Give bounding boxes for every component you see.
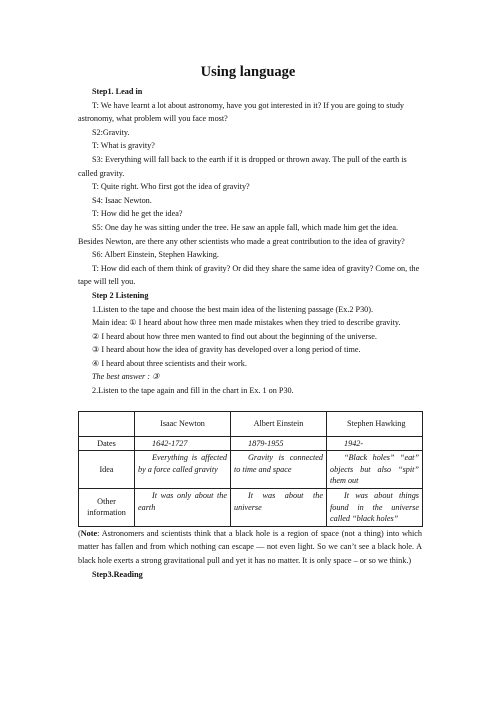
listening-task-1: 1.Listen to the tape and choose the best main idea of the listening passage (Ex.2 P30). [92, 304, 374, 314]
table-cell: “Black holes” “eat” objects but also “spit” them out [327, 451, 423, 489]
row-label: Dates [79, 436, 135, 451]
table-row [79, 489, 423, 527]
page-title: Using language [200, 64, 296, 80]
step3-heading: Step3.Reading [92, 569, 143, 579]
table-cell: 1642-1727 [135, 436, 231, 451]
table-cell: 1942- [327, 436, 423, 451]
table-cell: It was about the universe [231, 489, 327, 527]
main-idea-option: ④ I heard about three scientists and their work. [92, 358, 247, 368]
table-row [79, 451, 423, 489]
table-cell: 1879-1955 [231, 436, 327, 451]
table-header-cell [79, 411, 135, 436]
main-idea-option: ② I heard about how three men wanted to find out about the beginning of the universe. [92, 331, 377, 341]
note-label: Note [80, 528, 98, 538]
scientists-chart [78, 411, 423, 527]
best-answer: The best answer : ③ [92, 372, 160, 382]
table-cell: Everything is affected by a force called gravity [135, 451, 231, 489]
dialogue-line: S2:Gravity. [92, 127, 130, 137]
dialogue-line: S5: One day he was sitting under the tree. He saw an apple fall, which made him get the idea. Besides Newton, are there any other scientists who made a great contribution to the idea of gravity? [78, 222, 405, 246]
dialogue-line: T: Quite right. Who first got the idea of gravity? [92, 182, 250, 192]
dialogue-line: T: How did each of them think of gravity? Or did they share the same idea of gravity? Come on, the tape will tell you. [78, 263, 420, 287]
row-label: Other information [79, 489, 135, 527]
step1-heading: Step1. Lead in [92, 87, 143, 96]
black-hole-note: (Note: Astronomers and scientists think that a black hole is a region of space (not a thing) into which matter has fallen and from which nothing can escape — not even light. So we can’t see a black hole. A black hole exerts a strong gravitational pull and yet it has no matter. It is only space – or so we think.) [78, 528, 422, 565]
listening-task-2: 2.Listen to the tape again and fill in the chart in Ex. 1 on P30. [92, 386, 294, 396]
table-row [79, 436, 423, 451]
table-header-cell: Isaac Newton [135, 411, 231, 436]
row-label: Idea [79, 451, 135, 489]
main-idea-option: ③ I heard about how the idea of gravity has developed over a long period of time. [92, 345, 361, 355]
table-header-cell: Stephen Hawking [327, 411, 423, 436]
table-cell: It was only about the earth [135, 489, 231, 527]
dialogue-line: S3: Everything will fall back to the earth if it is dropped or thrown away. The pull of the earth is called gravity. [78, 154, 407, 178]
dialogue-line: S4: Isaac Newton. [92, 195, 152, 205]
table-header-row [79, 411, 423, 436]
table-header-cell: Albert Einstein [231, 411, 327, 436]
dialogue-line: S6: Albert Einstein, Stephen Hawking. [92, 250, 219, 260]
step2-heading: Step 2 Listening [92, 290, 149, 300]
dialogue-line: T: We have learnt a lot about astronomy, have you got interested in it? If you are going to study astronomy, what problem will you face most? [78, 100, 405, 124]
main-idea: Main idea: ① I heard about how three men made mistakes when they tried to describe gravity. [92, 318, 401, 328]
dialogue-line: T: How did he get the idea? [92, 209, 183, 219]
document-body [78, 85, 422, 581]
note-text: : Astronomers and scientists think that a black hole is a region of space (not a thing) into which matter has fallen and from which nothing can escape — not even light. So we can’t see a black hole. A black hole exerts a strong gravitational pull and yet it has no matter. It is only space – or so we think.) [78, 528, 422, 565]
dialogue-line: T: What is gravity? [92, 141, 155, 151]
table-cell: Gravity is connected to time and space [231, 451, 327, 489]
table-cell: It was about things found in the universe called “black holes” [327, 489, 423, 527]
